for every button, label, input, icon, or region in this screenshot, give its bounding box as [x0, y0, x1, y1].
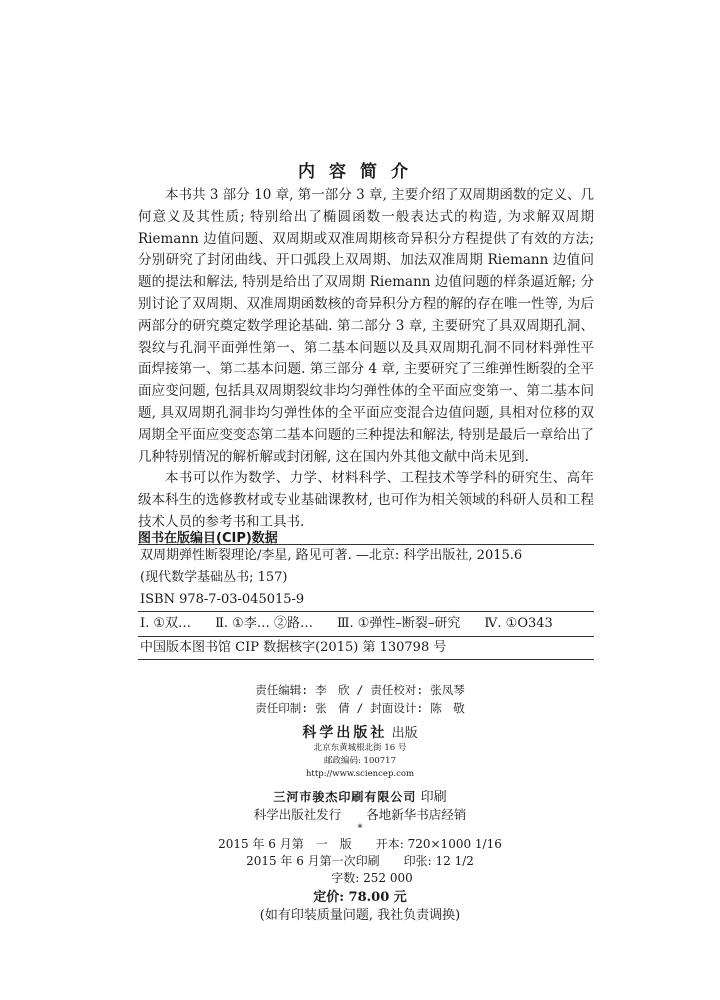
cip-class-item: Ⅱ. ①李… ②路… — [215, 616, 313, 631]
cip-class-item: Ⅰ. ①双… — [140, 616, 192, 631]
cip-block — [138, 544, 594, 660]
word-count: 字数: 252 000 — [331, 871, 413, 885]
cip-line: 双周期弹性断裂理论/李星, 路见可著. —北京: 科学出版社, 2015.6 — [140, 548, 523, 563]
distribution-line: 科学出版社发行 各地新华书店经销 — [253, 807, 467, 822]
publisher-postcode: 邮政编码: 100717 — [323, 756, 396, 766]
edition-line: 2015 年 6 月第 一 版 开本: 720×1000 1/16 — [218, 837, 502, 851]
publisher-address: 北京东黄城根北街 16 号 — [313, 743, 407, 753]
cip-line: ISBN 978-7-03-045015-9 — [140, 592, 305, 607]
summary-paragraph: 本书共 3 部分 10 章, 第一部分 3 章, 主要介绍了双周期函数的定义、几何意义及其性质; 特别给出了椭圆函数一般表达式的构造, 为求解双周期 Riemann 边值问题、双周期或双准周期核奇异积分方程提供了有效的方法; 分别研究了封闭曲线、开口弧段上双周期、加法双准周期 Riemann 边值问题的提法和解法, 特别是给出了双周期 Riemann 边值问题的样条逼近解; 分别讨论了双周期、双准周期函数核的奇异积分方程的解的存在唯一性等, 为后两部分的研究奠定数学理论基础. 第二部分 3 章, 主要研究了具双周期孔洞、裂纹与孔洞平面弹性第一、第二基本问题以及具双周期孔洞不同材料弹性平面焊接第一、第二基本问题. 第三部分 4 章, 主要研究了三维弹性断裂的全平面应变问题, 包括具双周期裂纹非均匀弹性体的全平面应变第一、第二基本问题, 具双周期孔洞非均匀弹性体的全平面应变混合边值问题, 具相对位移的双周期全平面应变变态第二基本问题的三种提法和解法, 特别是最后一章给出了几种特别情况的解析解或封闭解, 这在国内外其他文献中尚未见到. — [138, 187, 594, 465]
printer-suffix: 印刷 — [420, 790, 447, 805]
publisher-line — [0, 722, 720, 742]
cip-classification — [138, 612, 594, 636]
publisher-website: http://www.sciencep.com — [305, 769, 415, 779]
summary-body — [138, 185, 594, 534]
summary-paragraph: 本书可以作为数学、力学、材料科学、工程技术等学科的研究生、高年级本科生的选修教材或专业基础课教材, 也可作为相关领域的科研人员和工程技术人员的参考书和工具书. — [138, 470, 594, 530]
cip-record: 中国版本图书馆 CIP 数据核字(2015) 第 130798 号 — [140, 640, 447, 655]
publisher-suffix: 出版 — [391, 726, 418, 741]
price: 定价: 78.00 元 — [313, 890, 407, 905]
cip-heading: 图书在版编目(CIP)数据 — [138, 531, 278, 546]
cip-class-item: Ⅳ. ①O343 — [484, 616, 553, 631]
print-line: 2015 年 6 月第一次印刷 印张: 12 1/2 — [246, 854, 474, 868]
publisher-name: 科学出版社 — [302, 725, 388, 741]
cip-line: (现代数学基础丛书; 157) — [140, 570, 288, 585]
summary-title: 内容简介 — [298, 162, 422, 182]
notice: (如有印装质量问题, 我社负责调换) — [259, 908, 461, 923]
printer-name: 三河市骏杰印刷有限公司 — [273, 790, 417, 804]
printing-staff-line: 责任印制: 张 倩 / 封面设计: 陈 敬 — [255, 701, 465, 715]
separator-star: * — [357, 823, 363, 834]
editors-line: 责任编辑: 李 欣 / 责任校对: 张凤琴 — [255, 683, 465, 697]
cip-bottom-rule — [138, 659, 594, 660]
printer-line — [0, 786, 720, 805]
cip-class-item: Ⅲ. ①弹性–断裂–研究 — [336, 616, 461, 631]
